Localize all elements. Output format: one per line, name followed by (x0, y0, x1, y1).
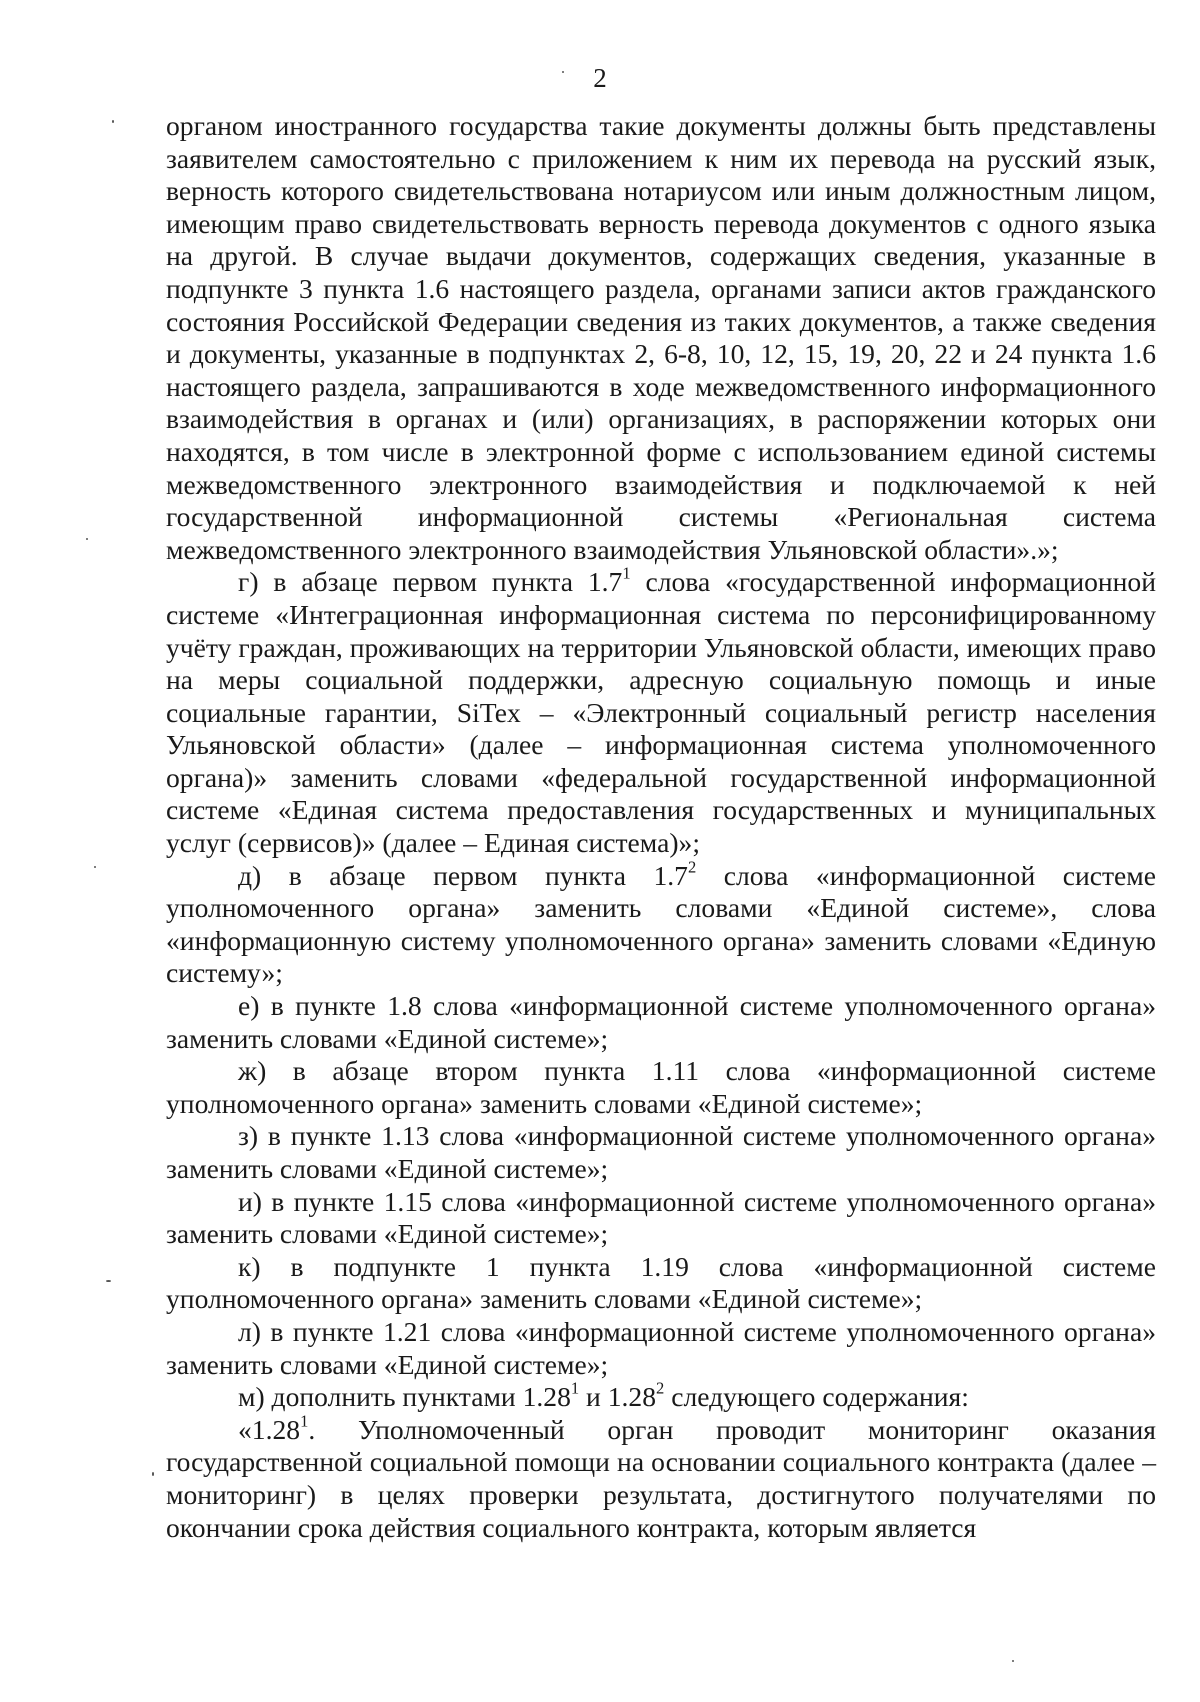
paragraph-text: л) в пункте 1.21 слова «информационной системе уполномоченного органа» заменить словами «Единой системе»; (166, 1315, 1156, 1380)
paragraph-text: м) дополнить пунктами 1.28 (238, 1381, 571, 1413)
paragraph-text: ж) в абзаце втором пункта 1.11 слова «информационной системе уполномоченного органа» заменить словами «Единой системе»; (166, 1055, 1156, 1119)
scan-speck (86, 538, 88, 540)
paragraph-text: слова «информационной системе уполномоченного органа» заменить словами «Единой системе», слова «информационную систему уполномоченного органа» заменить словами «Единую систему»; (166, 859, 1156, 989)
superscript-index: 2 (687, 857, 697, 877)
paragraph-text: з) в пункте 1.13 слова «информационной системе уполномоченного органа» заменить словами «Единой системе»; (166, 1120, 1156, 1184)
paragraph-text: г) в абзаце первом пункта 1.7 (238, 566, 623, 598)
document-body (166, 110, 1156, 1544)
scan-speck (94, 866, 96, 868)
paragraph (166, 1120, 1156, 1185)
paragraph (166, 563, 1156, 859)
superscript-index: 1 (622, 563, 631, 583)
paragraph (166, 857, 1156, 990)
superscript-index: 1 (300, 1411, 309, 1431)
paragraph (166, 1055, 1156, 1120)
paragraph-text: к) в подпункте 1 пункта 1.19 слова «информационной системе уполномоченного органа» заменить словами «Единой системе»; (166, 1250, 1156, 1315)
paragraph-text: органом иностранного государства такие документы должны быть представлены заявителем самостоятельно с приложением к ним их перевода на русский язык, верность которого свидетельствована нотариусом или иным должностным лицом, имеющим право свидетельствовать верность перевода документов с одного языка на другой. В случае выдачи документов, содержащих сведения, указанные в подпункте 3 пункта 1.6 настоящего раздела, органами записи актов гражданского состояния Российской Федерации сведения из таких документов, а также сведения и документы, указанные в подпунктах 2, 6-8, 10, 12, 15, 19, 20, 22 и 24 пункта 1.6 настоящего раздела, запрашиваются в ходе межведомственного информационного взаимодействия в органах и (или) организациях, в распоряжении которых они находятся, в том числе в электронной форме с использованием единой системы межведомственного электронного взаимодействия и подключаемой к ней государственной информационной системы «Региональная система межведомственного электронного взаимодействия Ульяновской области».»; (166, 110, 1156, 565)
paragraph (166, 1316, 1156, 1381)
scan-speck (152, 1472, 154, 1476)
paragraph-text: д) в абзаце первом пункта 1.7 (238, 859, 688, 891)
scan-speck (562, 71, 564, 73)
superscript-index: 1 (570, 1378, 580, 1398)
paragraph (166, 1378, 1156, 1414)
paragraph-text: е) в пункте 1.8 слова «информационной системе уполномоченного органа» заменить словами «Единой системе»; (166, 990, 1156, 1054)
paragraph-text: . Уполномоченный орган проводит мониторинг оказания государственной социальной помощи на основании социального контракта (далее – мониторинг) в целях проверки результата, достигнутого получателями по окончании срока действия социального контракта, которым является (166, 1413, 1156, 1543)
paragraph-text: и 1.28 (579, 1381, 657, 1413)
scan-speck (1012, 1660, 1014, 1662)
scan-speck (112, 120, 114, 123)
paragraph (166, 1186, 1156, 1251)
paragraph (166, 110, 1156, 566)
superscript-index: 2 (656, 1378, 665, 1398)
paragraph-text: и) в пункте 1.15 слова «информационной системе уполномоченного органа» заменить словами «Единой системе»; (166, 1185, 1156, 1250)
paragraph-text: следующего содержания: (664, 1381, 969, 1413)
paragraph (166, 1251, 1156, 1316)
paragraph-text: слова «государственной информационной системе «Интеграционная информационная система по персонифицированному учёту граждан, проживающих на территории Ульяновской области, имеющих право на меры социальной поддержки, адресную социальную помощь и иные социальные гарантии, SiTex – «Электронный социальный регистр населения Ульяновской области» (далее – информационная система уполномоченного органа)» заменить словами «федеральной государственной информационной системе «Единая система предоставления государственных и муниципальных услуг (сервисов)» (далее – Единая система)»; (166, 566, 1156, 859)
paragraph-text: «1.28 (238, 1413, 301, 1445)
paragraph (166, 990, 1156, 1055)
paragraph (166, 1411, 1156, 1544)
scan-speck (106, 1280, 111, 1282)
page-number: 2 (593, 63, 607, 93)
